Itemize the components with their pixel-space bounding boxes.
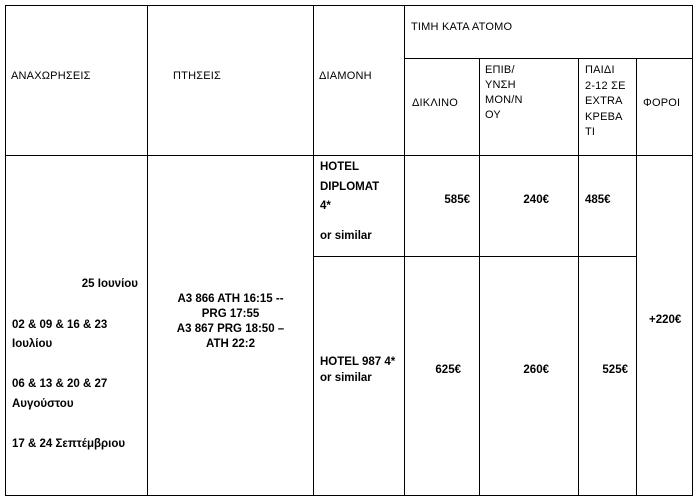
hotel-row-divider [313, 256, 636, 257]
price-double: 585€ [444, 194, 470, 206]
col-divider-child [578, 58, 579, 496]
col-divider-single [479, 58, 480, 496]
header-child [585, 63, 626, 141]
departure-month: Αυγούστου [12, 398, 74, 410]
price-double: 625€ [435, 364, 461, 376]
table-border-bottom [5, 495, 693, 496]
header-double: ΔΙΚΛΙΝΟ [412, 97, 459, 109]
table-border-left [5, 5, 6, 496]
hotel-name-line: 4* [320, 200, 331, 212]
hotel-name-line: HOTEL [320, 161, 359, 173]
header-accommodation: ΔΙΑΜΟΝΗ [319, 70, 372, 82]
col-divider-price [404, 5, 405, 496]
departure-date: 25 Ιουνίου [81, 278, 138, 290]
header-flights: ΠΤΗΣΕΙΣ [173, 70, 221, 82]
header-single-line: ΥΝΣΗ [485, 79, 516, 91]
flight-line: A3 866 ATH 16:15 -- [177, 293, 284, 305]
header-price-per-person: ΤΙΜΗ ΚΑΤΑ ΑΤΟΜΟ [411, 21, 513, 33]
hotel-name: HOTEL 987 4* [320, 356, 396, 368]
flight-line: PRG 17:55 [201, 308, 260, 320]
departure-date: 17 & 24 Σεπτέμβριου [12, 438, 126, 450]
header-single-line: ΕΠΙΒ/ [485, 64, 515, 76]
header-taxes: ΦΟΡΟΙ [643, 97, 681, 109]
hotel-name [320, 158, 379, 217]
departure-date: 02 & 09 & 16 & 23 [12, 319, 108, 331]
header-child-line: 2-12 ΣΕ [585, 79, 626, 92]
header-child-line: ΤΙ [585, 126, 596, 138]
header-departures: ΑΝΑΧΩΡΗΣΕΙΣ [11, 70, 91, 82]
header-single-supplement [485, 63, 523, 123]
departure-month: Ιουλίου [12, 338, 53, 350]
price-child: 525€ [602, 364, 628, 376]
price-single-supplement: 240€ [523, 194, 549, 206]
hotel-name-line: DIPLOMAT [320, 180, 380, 193]
header-single-line: ΟΥ [485, 109, 501, 121]
table-border-top [5, 5, 693, 6]
price-single-supplement: 260€ [523, 364, 549, 376]
col-divider-accommodation [313, 5, 314, 496]
header-single-line: ΜΟΝ/Ν [485, 94, 523, 106]
subheader-divider [404, 58, 693, 59]
col-divider-taxes [636, 58, 637, 496]
hotel-similar: or similar [320, 230, 372, 242]
header-child-line: ΚΡΕΒΑ [585, 110, 623, 123]
flight-line: A3 867 PRG 18:50 – [176, 323, 285, 335]
hotel-similar: or similar [320, 372, 372, 384]
taxes-value: +220€ [649, 314, 682, 326]
departure-date: 06 & 13 & 20 & 27 [12, 378, 108, 390]
header-bottom-line [5, 155, 693, 156]
col-divider-flights [147, 5, 148, 496]
flight-line: ATH 22:2 [206, 338, 255, 350]
header-child-line: EXTRA [585, 95, 623, 107]
header-child-line: ΠΑΙΔΙ [585, 64, 615, 76]
flight-info [148, 292, 313, 352]
price-child: 485€ [585, 194, 611, 206]
